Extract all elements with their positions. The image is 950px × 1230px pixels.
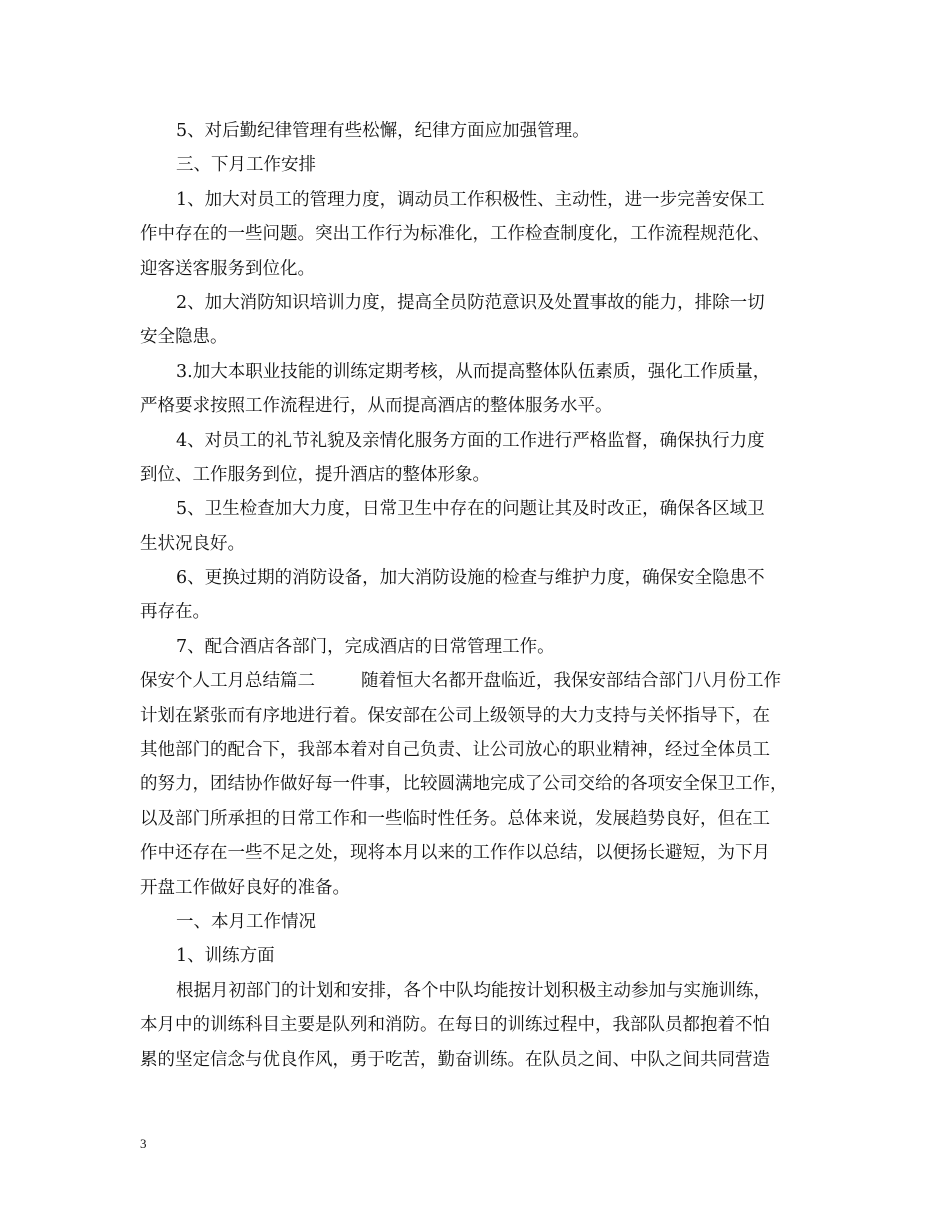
- text-line: 迎客送客服务到位化。: [140, 258, 315, 279]
- text-line: 5、卫生检查加大力度，日常卫生中存在的问题让其及时改正，确保各区域卫: [176, 499, 765, 520]
- text-line: 6、更换过期的消防设备，加大消防设施的检查与维护力度，确保安全隐患不: [176, 568, 765, 589]
- text-line: 累的坚定信念与优良作风，勇于吃苦，勤奋训练。在队员之间、中队之间共同营造: [140, 1049, 770, 1070]
- section-first-line: 随着恒大名都开盘临近，我保安部结合部门八月份工作: [361, 671, 781, 692]
- text-line: 开盘工作做好良好的准备。: [140, 877, 350, 898]
- text-line: 其他部门的配合下，我部本着对自己负责、让公司放心的职业精神，经过全体员工: [140, 740, 770, 761]
- text-line: 计划在紧张而有序地进行着。保安部在公司上级领导的大力支持与关怀指导下，在: [140, 705, 770, 726]
- section-title: 保安个人工月总结篇二: [140, 671, 315, 692]
- text-line: 作中存在的一些问题。突出工作行为标准化，工作检查制度化，工作流程规范化、: [140, 224, 770, 245]
- subsection-heading: 1、训练方面: [176, 946, 275, 967]
- text-line: 4、对员工的礼节礼貌及亲情化服务方面的工作进行严格监督，确保执行力度: [176, 430, 765, 451]
- text-line: 的努力，团结协作做好每一件事，比较圆满地完成了公司交给的各项安全保卫工作，: [140, 774, 788, 795]
- section-heading: 一、本月工作情况: [176, 911, 316, 932]
- text-line: 1、加大对员工的管理力度，调动员工作积极性、主动性，进一步完善安保工: [176, 189, 765, 210]
- text-line: 严格要求按照工作流程进行，从而提高酒店的整体服务水平。: [140, 396, 613, 417]
- section-heading: 三、下月工作安排: [176, 155, 316, 176]
- page-number: 3: [140, 1136, 147, 1151]
- text-line: 3.加大本职业技能的训练定期考核，从而提高整体队伍素质，强化工作质量，: [176, 361, 771, 382]
- text-line: 作中还存在一些不足之处，现将本月以来的工作作以总结，以便扬长避短，为下月: [140, 843, 770, 864]
- text-line: 根据月初部门的计划和安排，各个中队均能按计划积极主动参加与实施训练，: [176, 980, 771, 1001]
- document-body: [140, 114, 816, 1077]
- text-line: 7、配合酒店各部门，完成酒店的日常管理工作。: [176, 636, 555, 657]
- section-title-line: [140, 664, 816, 698]
- text-line: 2、加大消防知识培训力度，提高全员防范意识及处置事故的能力，排除一切: [176, 292, 765, 313]
- text-line: 以及部门所承担的日常工作和一些临时性任务。总体来说，发展趋势良好，但在工: [140, 808, 770, 829]
- text-line: 安全隐患。: [140, 327, 228, 348]
- text-line: 本月中的训练科目主要是队列和消防。在每日的训练过程中，我部队员都抱着不怕: [140, 1015, 770, 1036]
- text-line: 5、对后勤纪律管理有些松懈，纪律方面应加强管理。: [176, 121, 590, 141]
- text-line: 到位、工作服务到位，提升酒店的整体形象。: [140, 464, 490, 485]
- text-line: 再存在。: [140, 602, 210, 623]
- text-line: 生状况良好。: [140, 533, 245, 554]
